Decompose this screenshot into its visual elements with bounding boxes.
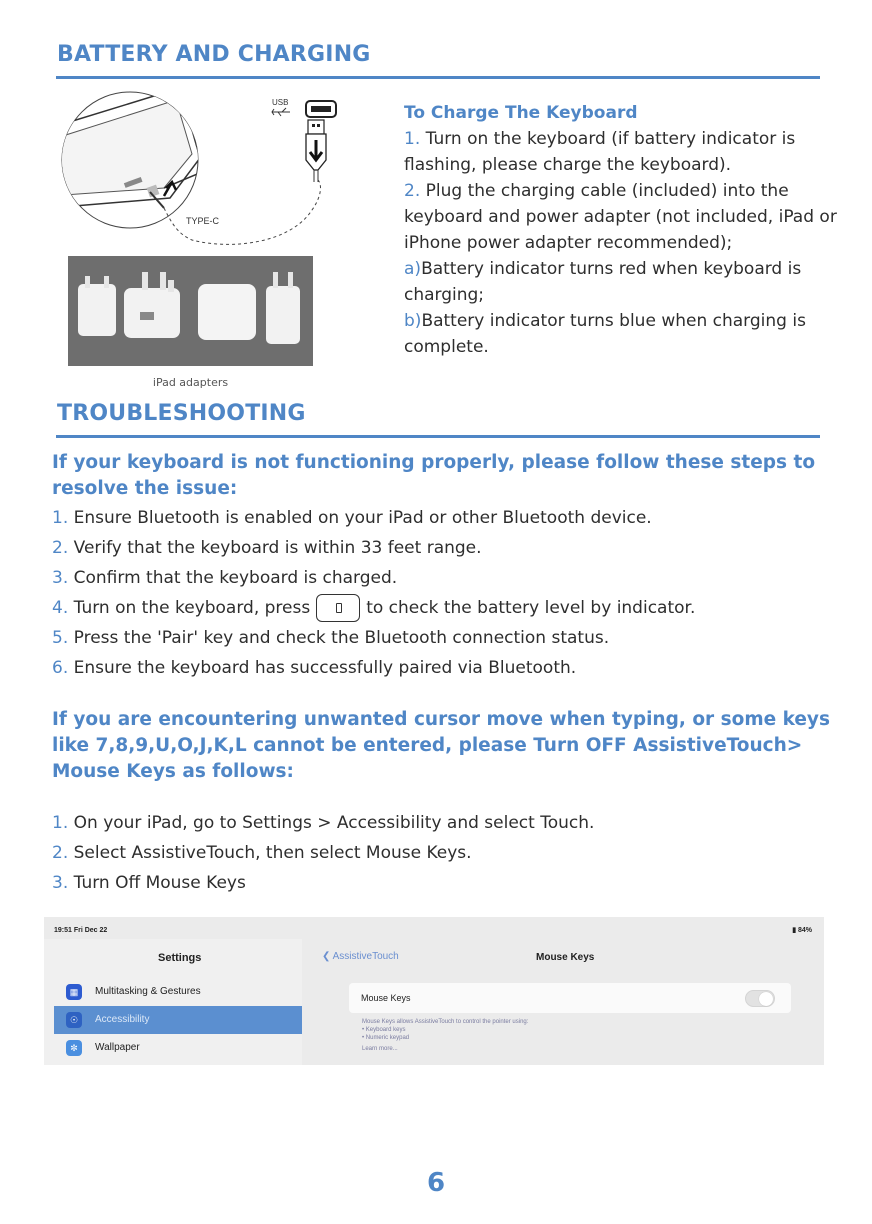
status-time: 19:51 Fri Dec 22 xyxy=(54,927,108,934)
list-item: 1. On your iPad, go to Settings > Accessibility and select Touch. xyxy=(52,813,595,833)
usb-label: USB xyxy=(272,98,289,107)
adapter-icon xyxy=(78,276,116,336)
mouse-keys-note: Mouse Keys allows AssistiveTouch to control the pointer using: xyxy=(362,1019,529,1025)
adapter-icon xyxy=(198,284,256,340)
sidebar-title: Settings xyxy=(158,952,202,964)
troubleshooting-intro: If your keyboard is not functioning properly, please follow these steps to resolve the issue: xyxy=(52,452,816,499)
section-divider xyxy=(56,76,820,79)
mouse-keys-note: • Keyboard keys xyxy=(362,1027,406,1033)
battery-section-title: BATTERY AND CHARGING xyxy=(57,42,371,67)
list-item: 3. Turn Off Mouse Keys xyxy=(52,873,246,893)
list-item: 5. Press the 'Pair' key and check the Bluetooth connection status. xyxy=(52,628,610,648)
learn-more-link[interactable]: Learn more... xyxy=(362,1046,398,1052)
charge-step-2: 2. Plug the charging cable (included) into the keyboard and power adapter (not included, iPad or iPhone power adapter recommended); xyxy=(404,181,837,253)
sidebar-item-multitasking[interactable]: ▦ Multitasking & Gestures xyxy=(54,978,302,1006)
charging-diagram xyxy=(60,88,360,248)
detail-title: Mouse Keys xyxy=(536,952,595,963)
list-item: 1. Ensure Bluetooth is enabled on your iPad or other Bluetooth device. xyxy=(52,508,652,528)
ipad-adapters-photo xyxy=(68,256,313,366)
status-battery: ▮ 84% xyxy=(792,927,812,934)
page-number: 6 xyxy=(426,1168,446,1198)
troubleshooting-section-title: TROUBLESHOOTING xyxy=(57,401,306,426)
mouse-keys-toggle[interactable] xyxy=(745,990,775,1007)
list-item: 2. Select AssistiveTouch, then select Mouse Keys. xyxy=(52,843,472,863)
accessibility-icon: ☉ xyxy=(66,1012,82,1028)
charge-instructions xyxy=(404,100,844,360)
sidebar-item-accessibility[interactable]: ☉ Accessibility xyxy=(54,1006,302,1034)
ipad-settings-screenshot xyxy=(44,917,824,1065)
wallpaper-icon: ✼ xyxy=(66,1040,82,1056)
list-item: 4. Turn on the keyboard, press to check the battery level by indicator. xyxy=(52,593,842,623)
mouse-keys-note: • Numeric keypad xyxy=(362,1035,410,1041)
charge-title: To Charge The Keyboard xyxy=(404,103,638,123)
list-item: 3. Confirm that the keyboard is charged. xyxy=(52,568,398,588)
back-button[interactable]: ❮ AssistiveTouch xyxy=(322,951,399,962)
usb-icon xyxy=(272,108,290,116)
charge-step-a: a)Battery indicator turns red when keyboard is charging; xyxy=(404,259,802,305)
mouse-keys-label: Mouse Keys xyxy=(361,993,411,1003)
troubleshooting-steps xyxy=(52,503,842,683)
list-item: 6. Ensure the keyboard has successfully paired via Bluetooth. xyxy=(52,658,577,678)
battery-icon: ▮ xyxy=(792,927,798,934)
sidebar-item-wallpaper[interactable]: ✼ Wallpaper xyxy=(54,1034,302,1062)
mouse-keys-steps xyxy=(52,808,842,898)
chevron-left-icon: ❮ xyxy=(322,951,333,962)
multitasking-icon: ▦ xyxy=(66,984,82,1000)
adapter-icon xyxy=(124,272,180,338)
typec-label: TYPE-C xyxy=(186,216,220,226)
charge-step-1: 1. Turn on the keyboard (if battery indicator is flashing, please charge the keyboard). xyxy=(404,129,796,175)
section-divider xyxy=(56,435,820,438)
adapters-caption: iPad adapters xyxy=(152,376,229,389)
adapter-icon xyxy=(266,272,300,344)
charge-step-b: b)Battery indicator turns blue when charging is complete. xyxy=(404,311,806,357)
list-item: 2. Verify that the keyboard is within 33 feet range. xyxy=(52,538,482,558)
mouse-keys-card xyxy=(349,983,791,1013)
battery-key-icon xyxy=(316,594,360,622)
mouse-keys-intro: If you are encountering unwanted cursor move when typing, or some keys like 7,8,9,U,O,J,K,L cannot be entered, please Turn OFF AssistiveTouch> Mouse Keys as follows: xyxy=(52,709,831,782)
